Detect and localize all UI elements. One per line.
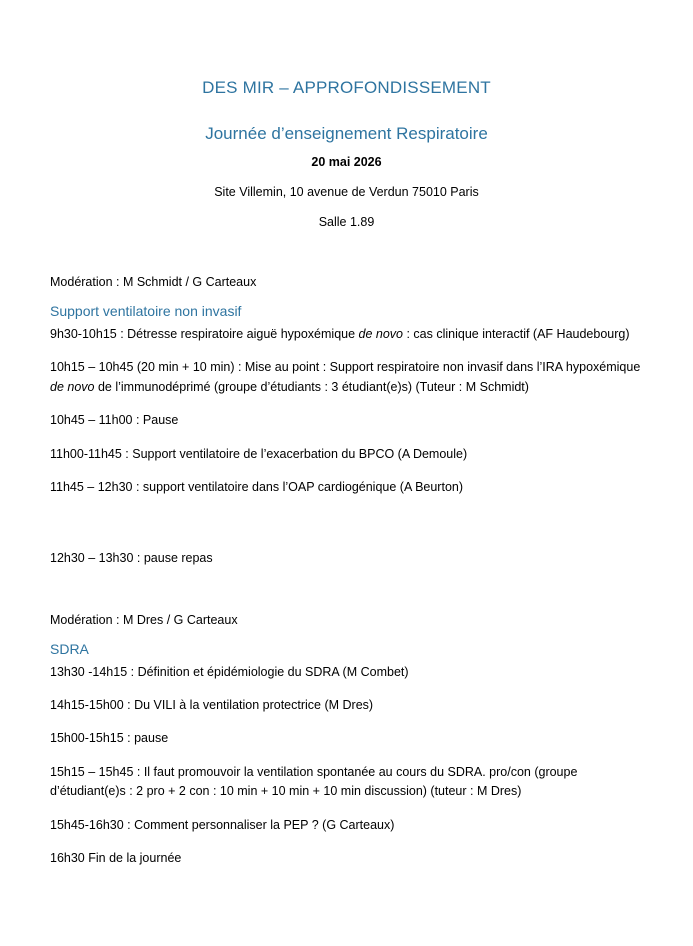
moderation-morning: Modération : M Schmidt / G Carteaux	[50, 275, 257, 289]
section-heading-sdra: SDRA	[50, 640, 89, 657]
spacer	[50, 511, 643, 549]
entry-text-pre: 11h00-11h45 : Support ventilatoire de l’exacerbation du BPCO (A Demoule)	[50, 446, 468, 461]
entry-text-pre: 14h15-15h00 : Du VILI à la ventilation protectrice (M Dres)	[50, 698, 374, 712]
entry-text-italic: de novo	[50, 379, 95, 394]
entry-text-pre: 10h45 – 11h00 : Pause	[50, 413, 179, 428]
entry-text-pre: 16h30 Fin de la journée	[50, 850, 182, 865]
schedule-entry	[50, 478, 643, 497]
entry-text-pre: 15h45-16h30 : Comment personnaliser la PEP ? (G Carteaux)	[50, 817, 395, 832]
entry-text-pre: 15h00-15h15 : pause	[50, 731, 169, 746]
entry-text-pre: 11h45 – 12h30 : support ventilatoire dans l’OAP cardiogénique (A Beurton)	[50, 479, 464, 494]
event-address: Site Villemin, 10 avenue de Verdun 75010 Paris	[214, 185, 479, 199]
entry-text-pre: 10h15 – 10h45 (20 min + 10 min) : Mise au point : Support respiratoire non invasif dans l’IRA hypoxémique	[50, 360, 641, 375]
schedule-body	[50, 275, 643, 868]
schedule-entry	[50, 729, 643, 748]
schedule-entry	[50, 445, 643, 464]
entry-text-pre: 12h30 – 13h30 : pause repas	[50, 551, 213, 566]
schedule-entry	[50, 411, 643, 430]
schedule-entry	[50, 663, 643, 682]
event-date: 20 mai 2026	[311, 155, 382, 169]
schedule-entry	[50, 816, 643, 835]
entry-text-pre: 15h15 – 15h45 : Il faut promouvoir la ventilation spontanée au cours du SDRA. pro/con (groupe d’étudiant(e)s : 2 pro + 2 con : 10 min + 10 min + 10 min discussion) (tuteur : M Dres)	[50, 764, 578, 799]
event-room: Salle 1.89	[318, 215, 375, 229]
entry-text-pre: 13h30 -14h15 : Définition et épidémiologie du SDRA (M Combet)	[50, 664, 409, 679]
lunch-break-entry	[50, 549, 643, 568]
schedule-entry	[50, 696, 643, 715]
entry-text-post: : cas clinique interactif (AF Haudebourg)	[403, 327, 630, 341]
moderation-afternoon: Modération : M Dres / G Carteaux	[50, 612, 238, 627]
page-subtitle: Journée d’enseignement Respiratoire	[205, 124, 488, 143]
entry-text-italic: de novo	[358, 327, 404, 341]
schedule-entry	[50, 325, 643, 344]
section-heading-niv: Support ventilatoire non invasif	[50, 303, 242, 319]
entry-text-pre: 9h30-10h15 : Détresse respiratoire aiguë hypoxémique	[50, 327, 359, 341]
entry-text-post: de l’immunodéprimé (groupe d’étudiants : 3 étudiant(e)s) (Tuteur : M Schmidt)	[94, 379, 529, 394]
schedule-entry	[50, 358, 643, 397]
schedule-entry	[50, 849, 643, 868]
spacer	[50, 583, 643, 613]
page-title: DES MIR – APPROFONDISSEMENT	[202, 78, 491, 97]
schedule-entry	[50, 763, 643, 802]
